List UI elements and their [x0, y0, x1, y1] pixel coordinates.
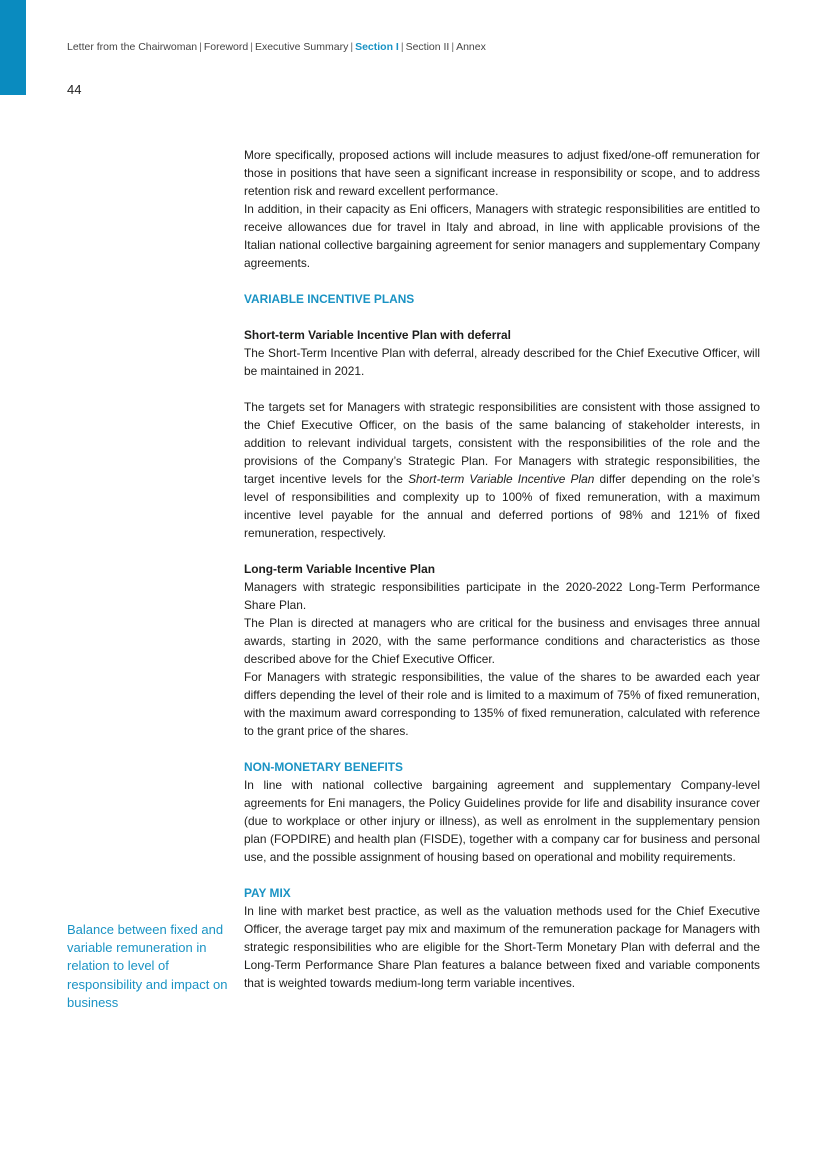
long-term-plan-heading: Long-term Variable Incentive Plan	[244, 562, 435, 576]
short-term-plan-heading: Short-term Variable Incentive Plan with deferral	[244, 328, 511, 342]
main-content	[244, 146, 760, 992]
short-term-paragraph-1: The Short-Term Incentive Plan with deferral, already described for the Chief Executive Officer, will be maintained in 2021.	[244, 346, 760, 378]
pay-mix-paragraph: In line with market best practice, as well as the valuation methods used for the Chief Executive Officer, the average target pay mix and maximum of the remuneration package for Managers with strategic responsibilities who are eligible for the Short-Term Monetary Plan with deferral and the Long-Term Performance Share Plan features a balance between fixed and variable components that is weighted towards medium-long term variable incentives.	[244, 904, 760, 990]
short-term-p2-part-b: differ depending on the role’s level of responsibilities and complexity up to 100% of fixed remuneration, with a maximum incentive level payable for the annual and deferred portions of 98% and 121% of fixed remuneration, respectively.	[244, 472, 760, 540]
long-term-paragraph-3: For Managers with strategic responsibilities, the value of the shares to be awarded each year differs depending the level of their role and is limited to a maximum of 75% of fixed remuneration, with the maximum award corresponding to 135% of fixed remuneration, calculated with reference to the grant price of the shares.	[244, 670, 760, 738]
nav-item-annex[interactable]: Annex	[456, 41, 486, 53]
long-term-paragraph-2: The Plan is directed at managers who are critical for the business and envisages three annual awards, starting in 2020, with the same performance conditions and characteristics as those described above for the Chief Executive Officer.	[244, 616, 760, 666]
variable-incentive-heading: VARIABLE INCENTIVE PLANS	[244, 292, 415, 306]
sidebar-note: Balance between fixed and variable remuneration in relation to level of responsibility and impact on business	[67, 922, 228, 1010]
nav-item-section-i[interactable]: Section I	[355, 41, 399, 53]
nav-item-foreword[interactable]: Foreword	[203, 41, 249, 53]
non-monetary-paragraph: In line with national collective bargaining agreement and supplementary Company-level agreements for Eni managers, the Policy Guidelines provide for life and disability insurance cover (due to workplace or other injury or illness), as well as enrolment in the supplementary pension plan (FOPDIRE) and health plan (FISDE), together with a company car for business and personal use, and the possible assignment of housing based on operational and mobility requirements.	[244, 778, 760, 864]
section-tab-accent	[0, 0, 26, 95]
nav-item-letter[interactable]: Letter from the Chairwoman	[67, 41, 198, 53]
intro-paragraph-2: In addition, in their capacity as Eni officers, Managers with strategic responsibilities are entitled to receive allowances due for travel in Italy and abroad, in line with applicable provisions of the Italian national collective bargaining agreement for senior managers and supplementary Company agreements.	[244, 202, 760, 270]
short-term-p2-part-a: The targets set for Managers with strategic responsibilities are consistent with those assigned to the Chief Executive Officer, on the basis of the same balancing of stakeholder interests, in addition to relevant individual targets, consistent with the responsibilities of the role and the provisions of the Company’s Strategic Plan. For Managers with strategic responsibilities, the target incentive levels for the	[244, 400, 760, 486]
page-number: 44	[67, 82, 82, 97]
long-term-paragraph-1: Managers with strategic responsibilities participate in the 2020-2022 Long-Term Performance Share Plan.	[244, 580, 760, 612]
breadcrumb: Letter from the Chairwoman | Foreword | Executive Summary | Section I | Section II | Annex	[67, 41, 486, 53]
intro-paragraph-1: More specifically, proposed actions will include measures to adjust fixed/one-off remuneration for those in positions that have seen a significant increase in responsibility or scope, and to address retention risk and reward excellent performance.	[244, 148, 760, 198]
non-monetary-heading: NON-MONETARY BENEFITS	[244, 760, 403, 774]
pay-mix-heading: PAY MIX	[244, 886, 291, 900]
short-term-p2-emphasis: Short-term Variable Incentive Plan	[408, 472, 595, 486]
nav-item-executive-summary[interactable]: Executive Summary	[254, 41, 349, 53]
short-term-paragraph-2	[244, 398, 760, 542]
nav-item-section-ii[interactable]: Section II	[405, 41, 450, 53]
